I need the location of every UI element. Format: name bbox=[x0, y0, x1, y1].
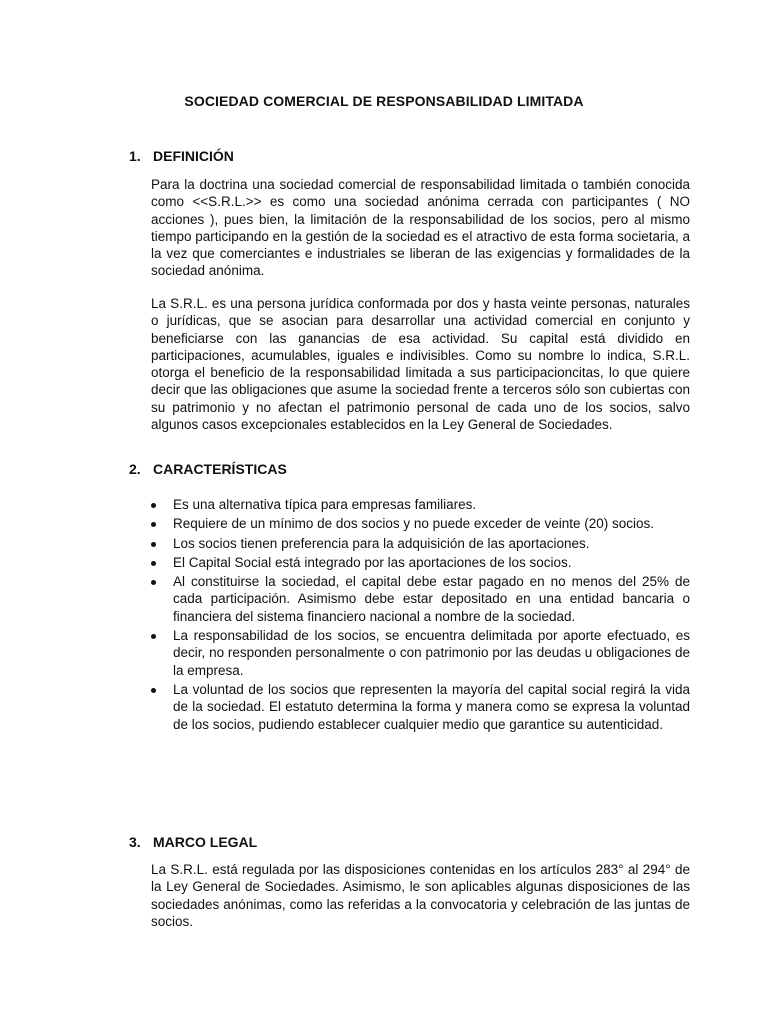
definition-paragraph-1: Para la doctrina una sociedad comercial de responsabilidad limitada o también conocida como <<S.R.L.>> es como una sociedad anónima cerrada con participantes ( NO acciones ), pues bien, la limitación de la responsabilidad de los socios, pero al mismo tiempo participando en la gestión de la sociedad es el atractivo de esta forma societaria, a la vez que comerciantes e industriales se liberan de las exigencias y formalidades de la sociedad anónima. bbox=[151, 177, 690, 279]
list-item bbox=[151, 573, 690, 625]
bullet-icon bbox=[151, 542, 156, 547]
bullet-icon bbox=[151, 580, 156, 585]
section-number: 3. bbox=[129, 834, 141, 850]
bullet-icon bbox=[151, 503, 156, 508]
definition-paragraph-2: La S.R.L. es una persona jurídica conformada por dos y hasta veinte personas, naturales o jurídicas, que se asocian para desarrollar una actividad comercial en conjunto y beneficiarse con las ganancias de esa actividad. Su capital está dividido en participaciones, acumulables, iguales e indivisibles. Como su nombre lo indica, S.R.L. otorga el beneficio de la responsabilidad limitada a sus participacioncitas, lo que quiere decir que las obligaciones que asume la sociedad frente a terceros sólo son cubiertas con su patrimonio y no afectan el patrimonio personal de cada uno de los socios, salvo algunos casos excepcionales establecidos en la Ley General de Sociedades. bbox=[151, 296, 690, 433]
section-title: DEFINICIÓN bbox=[153, 148, 234, 164]
list-item-text: Al constituirse la sociedad, el capital debe estar pagado en no menos del 25% de cada participación. Asimismo debe estar depositado en una entidad bancaria o financiera del sistema financiero nacional a nombre de la sociedad. bbox=[173, 574, 690, 624]
bullet-icon bbox=[151, 688, 156, 693]
list-item-text: La responsabilidad de los socios, se encuentra delimitada por aporte efectuado, es decir, no responden personalmente o con patrimonio por las deudas u obligaciones de la empresa. bbox=[173, 628, 690, 678]
section-heading-marco-legal bbox=[129, 834, 257, 850]
list-item bbox=[151, 681, 690, 733]
section-title: CARACTERÍSTICAS bbox=[153, 461, 287, 477]
list-item bbox=[151, 496, 690, 513]
list-item-text: El Capital Social está integrado por las aportaciones de los socios. bbox=[173, 554, 572, 570]
bullet-icon bbox=[151, 522, 156, 527]
section-number: 2. bbox=[129, 461, 141, 477]
legal-framework-paragraph: La S.R.L. está regulada por las disposiciones contenidas en los artículos 283° al 294° de la Ley General de Sociedades. Asimismo, le son aplicables algunas disposiciones de las sociedades anónimas, como las referidas a la convocatoria y celebración de las juntas de socios. bbox=[151, 862, 690, 929]
document-title: SOCIEDAD COMERCIAL DE RESPONSABILIDAD LIMITADA bbox=[184, 93, 584, 109]
section-number: 1. bbox=[129, 148, 141, 164]
section-heading-caracteristicas bbox=[129, 461, 287, 477]
list-item-text: Es una alternativa típica para empresas familiares. bbox=[173, 497, 477, 512]
section-title: MARCO LEGAL bbox=[153, 834, 258, 850]
list-item bbox=[151, 554, 690, 571]
list-item bbox=[151, 515, 690, 532]
list-item-text: Los socios tienen preferencia para la adquisición de las aportaciones. bbox=[173, 535, 590, 551]
section-heading-definicion bbox=[129, 148, 234, 164]
list-item-text: Requiere de un mínimo de dos socios y no puede exceder de veinte (20) socios. bbox=[173, 516, 655, 532]
characteristics-list bbox=[151, 496, 690, 735]
bullet-icon bbox=[151, 561, 156, 566]
list-item bbox=[151, 535, 690, 552]
list-item-text: La voluntad de los socios que representen la mayoría del capital social regirá la vida de la sociedad. El estatuto determina la forma y manera como se expresa la voluntad de los socios, pudiendo establecer cualquier medio que garantice su autenticidad. bbox=[173, 681, 690, 732]
list-item bbox=[151, 627, 690, 679]
bullet-icon bbox=[151, 634, 156, 639]
